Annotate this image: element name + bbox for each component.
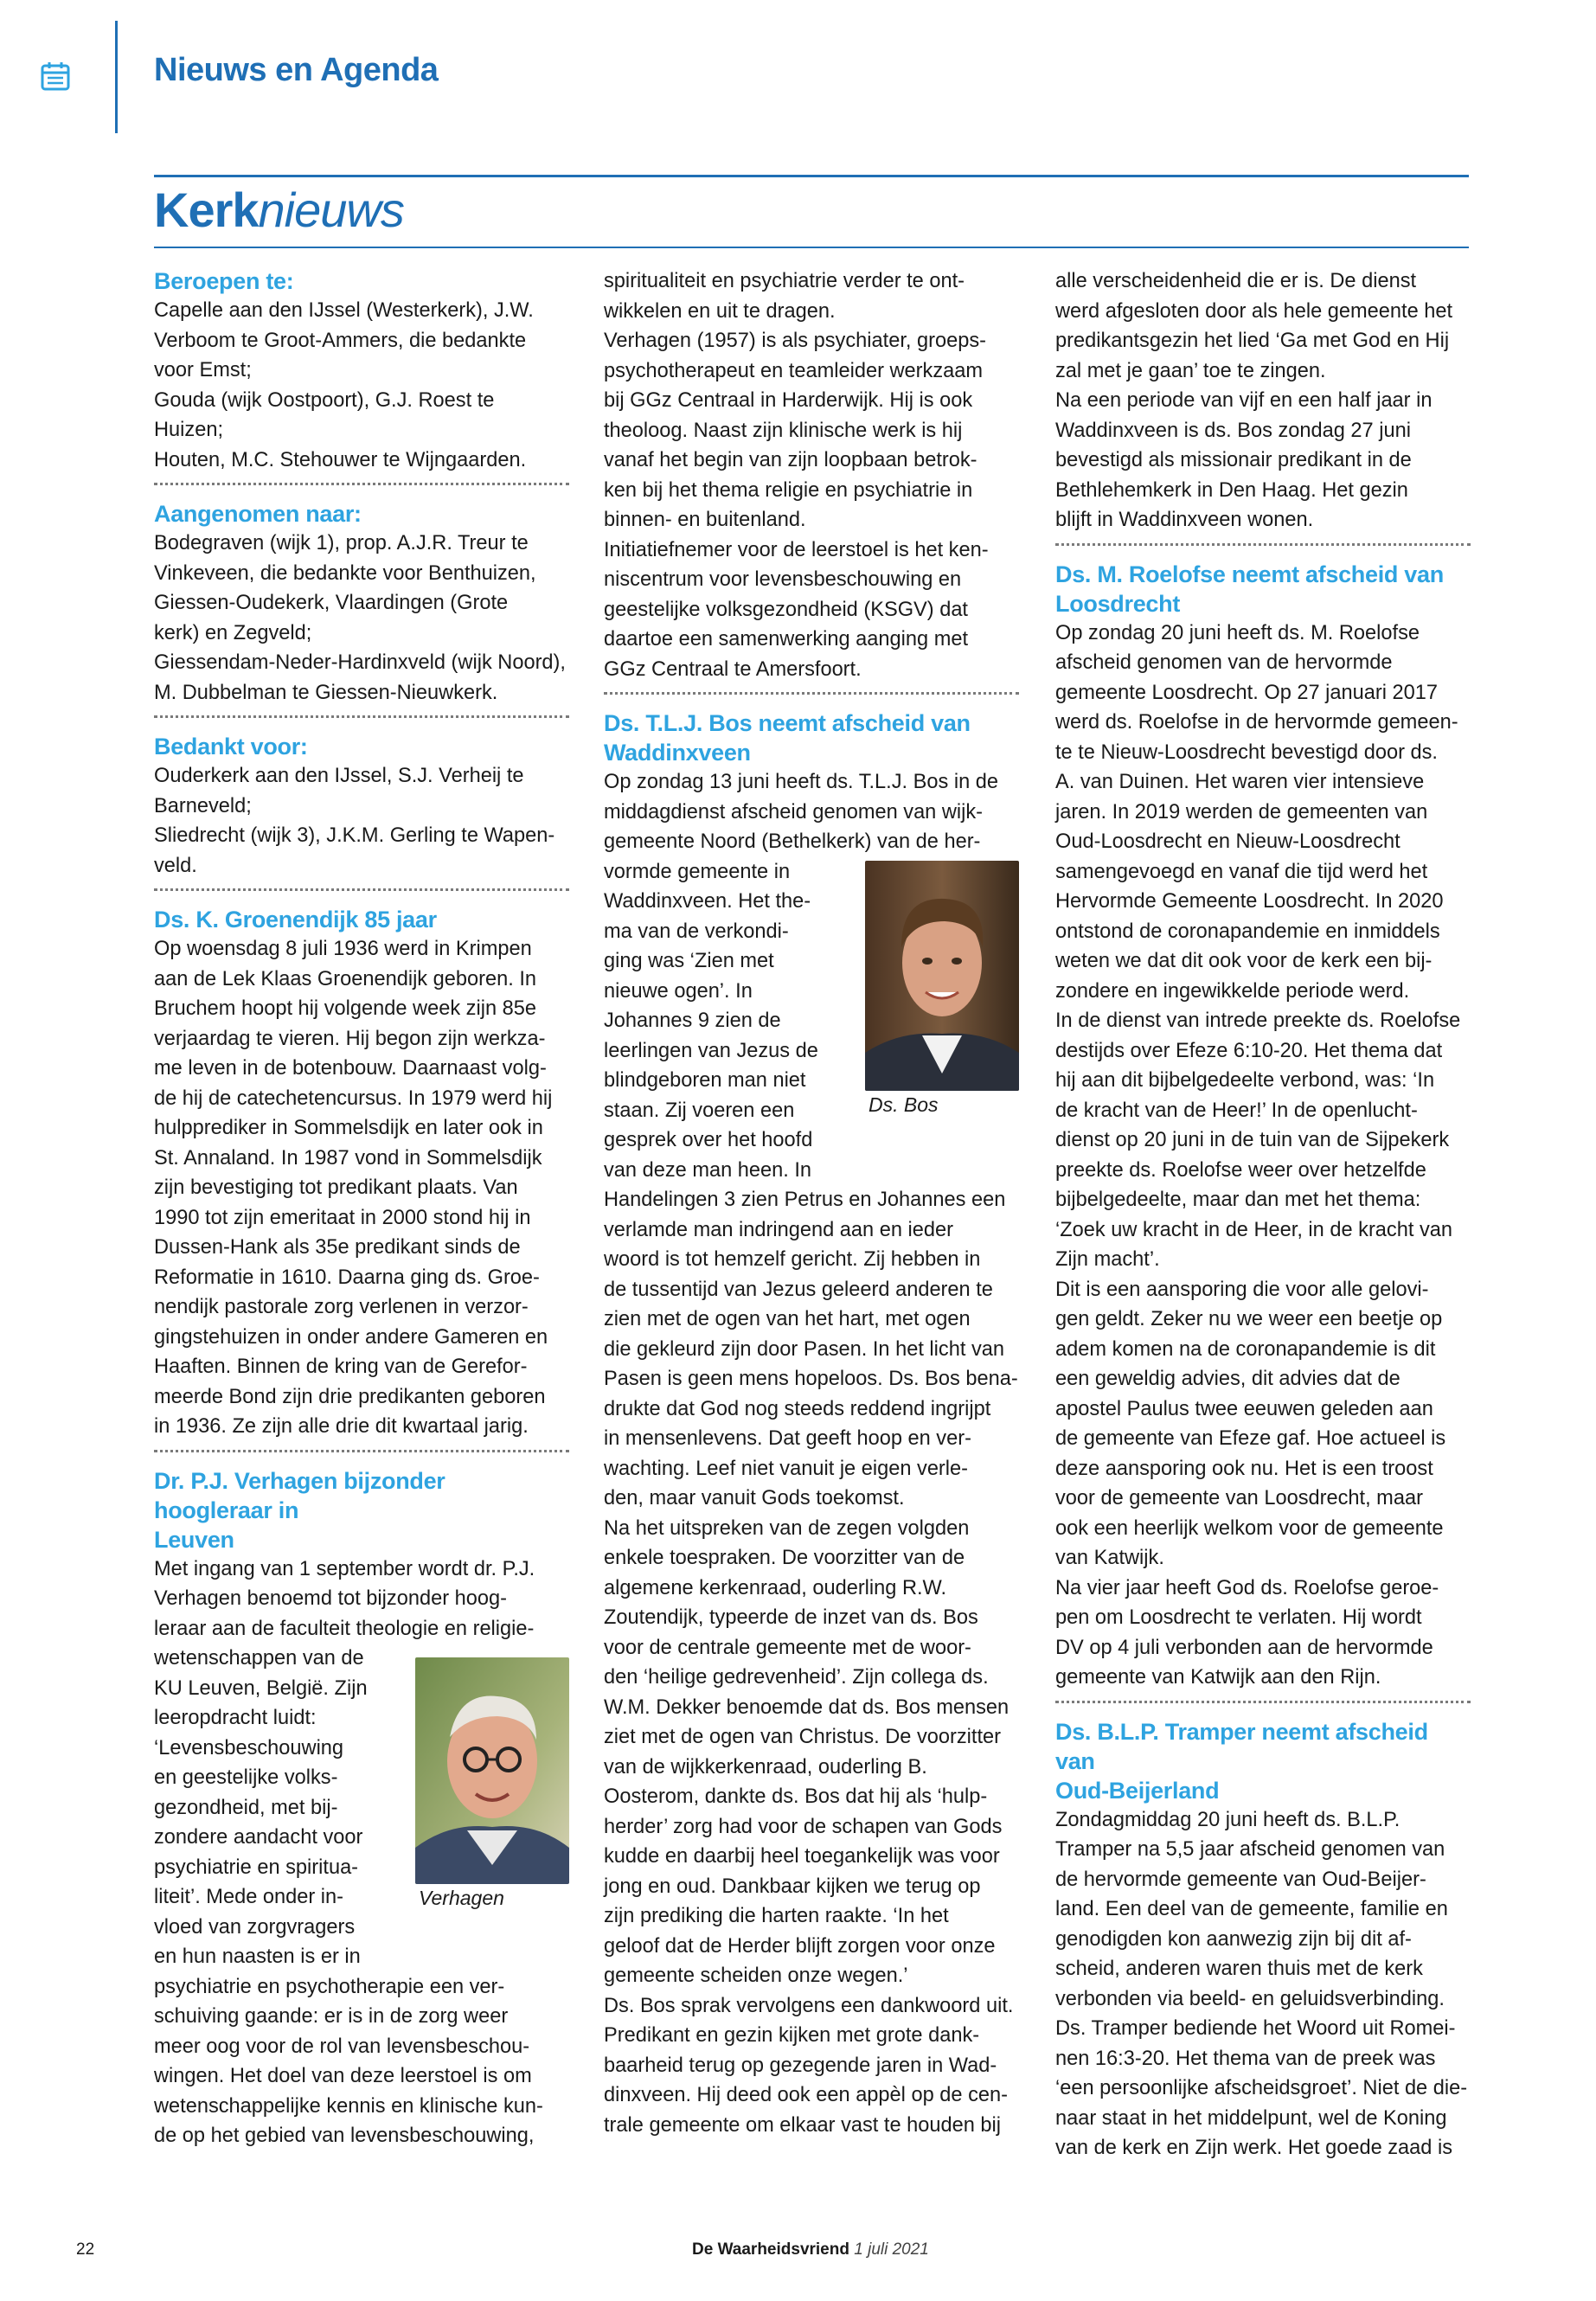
text-line: pen om Loosdrecht te verlaten. Hij wordt bbox=[1055, 1606, 1422, 1629]
verhagen-continued-body bbox=[604, 266, 1019, 684]
text-line: voor Emst; bbox=[154, 359, 252, 381]
aangenomen-body bbox=[154, 529, 569, 708]
text-line: voor de gemeente van Loosdrecht, maar bbox=[1055, 1487, 1423, 1509]
text-line: naar staat in het middelpunt, wel de Koning bbox=[1055, 2106, 1447, 2130]
text-line: veld. bbox=[154, 854, 197, 877]
text-line: Dussen-Hank als 35e predikant sinds de bbox=[154, 1236, 521, 1259]
text-line: W.M. Dekker benoemde dat ds. Bos mensen bbox=[604, 1695, 1010, 1719]
bedankt-body bbox=[154, 761, 569, 881]
text-line: zondere en ingewikkelde periode werd. bbox=[1055, 979, 1410, 1003]
divider bbox=[154, 483, 569, 485]
verhagen-heading bbox=[154, 1466, 569, 1554]
text-line: en geestelijke volks- bbox=[154, 1766, 338, 1789]
text-line: Gouda (wijk Oostpoort), G.J. Roest te bbox=[154, 388, 495, 412]
text-line: genodigden kon aanwezig zijn bij dit af- bbox=[1055, 1927, 1412, 1951]
text-line: meer oog voor de rol van levensbeschou- bbox=[154, 2035, 530, 2058]
tramper-body bbox=[1055, 1805, 1471, 2163]
text-line: bevestigd als missionair predikant in de bbox=[1055, 449, 1412, 471]
text-line: gingstehuizen in onder andere Gameren en bbox=[154, 1325, 548, 1349]
text-line: Giessen-Oudekerk, Vlaardingen (Grote bbox=[154, 592, 509, 614]
page-heading bbox=[154, 182, 404, 238]
text-line: Handelingen 3 zien Petrus en Johannes een bbox=[604, 1189, 1006, 1211]
verhagen-portrait-photo bbox=[415, 1657, 569, 1884]
divider bbox=[604, 692, 1019, 695]
text-line: herder’ zorg had voor de schapen van Gods bbox=[604, 1815, 1003, 1838]
text-line: Op woensdag 8 juli 1936 werd in Krimpen bbox=[154, 938, 532, 960]
text-line: ‘Zoek uw kracht in de Heer, in de kracht van bbox=[1055, 1218, 1452, 1241]
text-line: ook een heerlijk welkom voor de gemeente bbox=[1055, 1516, 1444, 1540]
text-line: verbonden via beeld- en geluidsverbinding. bbox=[1055, 1987, 1445, 2010]
text-line: apostel Paulus twee eeuwen geleden aan bbox=[1055, 1397, 1433, 1420]
text-line: ken bij het thema religie en psychiatrie in bbox=[604, 478, 973, 502]
text-line: ‘een persoonlijke afscheidsgroet’. Niet de die- bbox=[1055, 2077, 1468, 2099]
text-line: kudde en daarbij heel toegankelijk was voor bbox=[604, 1845, 1000, 1868]
text-line: ma van de verkondi- bbox=[604, 920, 789, 943]
text-line: woord is tot hemzelf gericht. Zij hebben in bbox=[604, 1248, 981, 1271]
text-line: zal met je gaan’ toe te zingen. bbox=[1055, 359, 1326, 382]
text-line: destijds over Efeze 6:10-20. Het thema dat bbox=[1055, 1039, 1443, 1062]
text-line: drukte dat God nog steeds reddend ingrijpt bbox=[604, 1397, 991, 1420]
text-line: van de wijkkerkenraad, ouderling B. bbox=[604, 1755, 927, 1779]
text-line: Na het uitspreken van de zegen volgden bbox=[604, 1516, 970, 1540]
text-line: Capelle aan den IJssel (Westerkerk), J.W. bbox=[154, 299, 534, 322]
text-line: gemeente Noord (Bethelkerk) van de her- bbox=[604, 830, 981, 853]
text-line: Bodegraven (wijk 1), prop. A.J.R. Treur te bbox=[154, 532, 529, 554]
text-line: weten we dat dit ook voor de kerk een bij- bbox=[1055, 950, 1433, 972]
issue-date: 1 juli 2021 bbox=[854, 2240, 929, 2259]
text-line: hulpprediker in Sommelsdijk en later ook in bbox=[154, 1117, 543, 1139]
text-line: vormde gemeente in bbox=[604, 860, 791, 883]
text-line: Predikant en gezin kijken met grote dank- bbox=[604, 2024, 980, 2047]
text-line: me leven in de botenbouw. Daarnaast volg- bbox=[154, 1057, 547, 1080]
text-line: Op zondag 13 juni heeft ds. T.L.J. Bos in de bbox=[604, 771, 999, 793]
text-line: gen geldt. Zeker nu we weer een beetje op bbox=[1055, 1308, 1443, 1330]
text-line: ontstond de coronapandemie en inmiddels bbox=[1055, 920, 1440, 943]
text-line: algemene kerkenraad, ouderling R.W. bbox=[604, 1576, 947, 1599]
text-line: niscentrum voor levensbeschouwing en bbox=[604, 568, 962, 591]
tramper-heading-line2: Oud-Beijerland bbox=[1055, 1777, 1220, 1804]
text-line: Bruchem hoopt hij volgende week zijn 85e bbox=[154, 997, 537, 1020]
text-line: Verhagen (1957) is als psychiater, groeps- bbox=[604, 330, 986, 352]
beroepen-body bbox=[154, 296, 569, 475]
text-line: trale gemeente om elkaar vast te houden bij bbox=[604, 2113, 1002, 2137]
text-line: enkele toespraken. De voorzitter van de bbox=[604, 1547, 965, 1569]
text-line: de hij de catechetencursus. In 1979 werd hij bbox=[154, 1086, 553, 1110]
text-line: te te Nieuw-Loosdrecht bevestigd door ds. bbox=[1055, 740, 1438, 764]
text-line: wikkelen en uit te dragen. bbox=[604, 299, 836, 323]
text-line: Na een periode van vijf en een half jaar in bbox=[1055, 389, 1433, 412]
text-line: staan. Zij voeren een bbox=[604, 1099, 795, 1122]
text-line: geloof dat de Herder blijft zorgen voor onze bbox=[604, 1934, 996, 1958]
divider bbox=[154, 715, 569, 718]
verhagen-photo-caption: Verhagen bbox=[419, 1887, 504, 1909]
text-line: bij GGz Centraal in Harderwijk. Hij is ook bbox=[604, 389, 973, 412]
text-line: Huizen; bbox=[154, 419, 223, 441]
text-line: ziet met de ogen van Christus. De voorzitter bbox=[604, 1726, 1001, 1748]
verhagen-body-intro bbox=[154, 1554, 569, 1644]
text-line: de tussentijd van Jezus geleerd anderen te bbox=[604, 1278, 993, 1301]
column-2 bbox=[604, 266, 1019, 2140]
text-line: Oud-Loosdrecht en Nieuw-Loosdrecht bbox=[1055, 830, 1401, 853]
text-line: Zondagmiddag 20 juni heeft ds. B.L.P. bbox=[1055, 1808, 1401, 1831]
text-line: Met ingang van 1 september wordt dr. P.J. bbox=[154, 1557, 535, 1580]
text-line: wingen. Het doel van deze leerstoel is om bbox=[154, 2065, 532, 2087]
text-line: daartoe een samenwerking aanging met bbox=[604, 628, 969, 651]
text-line: vloed van zorgvragers bbox=[154, 1915, 356, 1939]
text-line: jong en oud. Dankbaar kijken we terug op bbox=[604, 1875, 981, 1898]
divider bbox=[154, 1450, 569, 1452]
text-line: verjaardag te vieren. Hij begon zijn werkza- bbox=[154, 1027, 546, 1050]
text-line: hij aan dit bijbelgedeelte verbond, was: ‘In bbox=[1055, 1069, 1435, 1092]
text-line: deze aansporing ook nu. Het is een troost bbox=[1055, 1457, 1433, 1480]
text-line: voor de centrale gemeente met de woor- bbox=[604, 1636, 971, 1659]
text-line: nen 16:3-20. Het thema van de preek was bbox=[1055, 2047, 1436, 2070]
text-line: gezondheid, met bij- bbox=[154, 1796, 338, 1819]
text-line: Ds. Tramper bediende het Woord uit Romei- bbox=[1055, 2017, 1456, 2040]
text-line: theoloog. Naast zijn klinische werk is hij bbox=[604, 419, 963, 442]
text-line: ging was ‘Zien met bbox=[604, 950, 774, 972]
text-line: Dit is een aansporing die voor alle gelovi- bbox=[1055, 1278, 1429, 1301]
bos-heading-line1: Ds. T.L.J. Bos neemt afscheid van bbox=[604, 710, 971, 736]
text-line: blijft in Waddinxveen wonen. bbox=[1055, 509, 1314, 531]
text-line: nendijk pastorale zorg verlenen in verzor- bbox=[154, 1296, 529, 1318]
tramper-heading-line1: Ds. B.L.P. Tramper neemt afscheid van bbox=[1055, 1718, 1428, 1774]
text-line: zien met de ogen van het hart, met ogen bbox=[604, 1308, 971, 1330]
divider bbox=[1055, 543, 1471, 546]
text-line: Op zondag 20 juni heeft ds. M. Roelofse bbox=[1055, 621, 1420, 644]
text-line: psychiatrie en spiritua- bbox=[154, 1856, 359, 1879]
footer-magazine bbox=[692, 2240, 929, 2259]
text-line: jaren. In 2019 werden de gemeenten van bbox=[1055, 800, 1428, 824]
text-line: leeropdracht luidt: bbox=[154, 1707, 317, 1729]
divider bbox=[154, 888, 569, 891]
verhagen-heading-line2: Leuven bbox=[154, 1526, 234, 1553]
text-line: Initiatiefnemer voor de leerstoel is het ken- bbox=[604, 538, 989, 561]
text-line: zondere aandacht voor bbox=[154, 1826, 363, 1849]
text-line: Zijn macht’. bbox=[1055, 1248, 1160, 1271]
text-line: Waddinxveen. Het the- bbox=[604, 890, 811, 913]
text-line: Barneveld; bbox=[154, 794, 252, 817]
groenendijk-body bbox=[154, 934, 569, 1442]
text-line: psychiatrie en psychotherapie een ver- bbox=[154, 1975, 505, 1998]
text-line: Vinkeveen, die bedankte voor Benthuizen, bbox=[154, 561, 536, 585]
heading-rule-top bbox=[154, 175, 1469, 177]
divider bbox=[1055, 1701, 1471, 1703]
roelofse-heading-line2: Loosdrecht bbox=[1055, 590, 1181, 617]
text-line: dienst op 20 juni in de tuin van de Sijpekerk bbox=[1055, 1129, 1450, 1151]
text-line: Ouderkerk aan den IJssel, S.J. Verheij te bbox=[154, 765, 524, 787]
text-line: Hervormde Gemeente Loosdrecht. In 2020 bbox=[1055, 890, 1444, 913]
bos-photo-figure bbox=[865, 861, 1019, 1118]
bos-body-after bbox=[604, 1156, 1019, 2141]
text-line: adem komen na de coronapandemie is dit bbox=[1055, 1337, 1436, 1361]
text-line: meerde Bond zijn drie predikanten geboren bbox=[154, 1385, 546, 1408]
groenendijk-heading: Ds. K. Groenendijk 85 jaar bbox=[154, 907, 437, 933]
text-line: geestelijke volksgezondheid (KSGV) dat bbox=[604, 598, 968, 621]
text-line: de hervormde gemeente van Oud-Beijer- bbox=[1055, 1868, 1426, 1891]
text-line: spiritualiteit en psychiatrie verder te ont- bbox=[604, 270, 965, 292]
text-line: van deze man heen. In bbox=[604, 1158, 812, 1182]
text-line: nieuwe ogen’. In bbox=[604, 979, 753, 1003]
verhagen-wrap-block bbox=[154, 1644, 569, 1972]
text-line: zijn bevestiging tot predikant plaats. Van bbox=[154, 1176, 518, 1199]
text-line: gesprek over het hoofd bbox=[604, 1129, 813, 1151]
text-line: werd ds. Roelofse in de hervormde gemeen- bbox=[1055, 711, 1458, 734]
text-line: Giessendam-Neder-Hardinxveld (wijk Noord), bbox=[154, 651, 566, 674]
text-line: In de dienst van intrede preekte ds. Roelofse bbox=[1055, 1009, 1461, 1032]
text-line: Verhagen benoemd tot bijzonder hoog- bbox=[154, 1587, 507, 1610]
text-line: verlamde man indringend aan en ieder bbox=[604, 1218, 953, 1241]
text-line: die gekleurd zijn door Pasen. In het licht van bbox=[604, 1337, 1004, 1361]
verhagen-photo-figure bbox=[415, 1657, 569, 1912]
roelofse-body bbox=[1055, 619, 1471, 1693]
text-line: Ds. Bos sprak vervolgens een dankwoord uit. bbox=[604, 1994, 1014, 2017]
text-line: gemeente Loosdrecht. Op 27 januari 2017 bbox=[1055, 681, 1439, 704]
heading-rule-bottom bbox=[154, 247, 1469, 248]
column-3 bbox=[1055, 266, 1471, 2163]
text-line: Reformatie in 1610. Daarna ging ds. Groe- bbox=[154, 1266, 540, 1289]
text-line: baarheid terug op gezegende jaren in Wad- bbox=[604, 2054, 997, 2077]
text-line: M. Dubbelman te Giessen-Nieuwkerk. bbox=[154, 681, 498, 704]
beroepen-heading: Beroepen te: bbox=[154, 268, 294, 294]
bos-continued-body bbox=[1055, 266, 1471, 535]
verhagen-body-after bbox=[154, 1972, 569, 2151]
text-line: Houten, M.C. Stehouwer te Wijngaarden. bbox=[154, 448, 527, 471]
text-line: 1990 tot zijn emeritaat in 2000 stond hij in bbox=[154, 1206, 531, 1229]
text-line: preekte ds. Roelofse weer over hetzelfde bbox=[1055, 1158, 1426, 1182]
text-line: blindgeboren man niet bbox=[604, 1069, 806, 1092]
text-line: Verboom te Groot-Ammers, die bedankte bbox=[154, 329, 527, 352]
text-line: in mensenlevens. Dat geeft hoop en ver- bbox=[604, 1427, 971, 1450]
text-line: predikantsgezin het lied ‘Ga met God en Hij bbox=[1055, 330, 1450, 352]
text-line: liteit’. Mede onder in- bbox=[154, 1886, 344, 1908]
text-line: scheid, anderen waren thuis met de kerk bbox=[1055, 1958, 1423, 1980]
text-line: Pasen is geen mens hopeloos. Ds. Bos bena- bbox=[604, 1368, 1018, 1390]
text-line: zijn prediking die harten raakte. ‘In het bbox=[604, 1905, 949, 1927]
magazine-name: De Waarheidsvriend bbox=[692, 2240, 849, 2259]
calendar-icon bbox=[40, 61, 71, 92]
bos-heading-line2: Waddinxveen bbox=[604, 740, 751, 766]
text-line: Waddinxveen is ds. Bos zondag 27 juni bbox=[1055, 419, 1411, 442]
text-line: ‘Levensbeschouwing bbox=[154, 1736, 344, 1759]
text-line: psychotherapeut en teamleider werkzaam bbox=[604, 359, 984, 382]
header-divider bbox=[115, 21, 118, 133]
roelofse-heading bbox=[1055, 560, 1471, 619]
roelofse-heading-line1: Ds. M. Roelofse neemt afscheid van bbox=[1055, 561, 1444, 587]
text-line: wetenschappelijke kennis en klinische kun- bbox=[154, 2094, 543, 2118]
text-line: de gemeente van Efeze gaf. Hoe actueel is bbox=[1055, 1427, 1446, 1450]
section-title: Nieuws en Agenda bbox=[154, 52, 439, 88]
text-line: van de kerk en Zijn werk. Het goede zaad is bbox=[1055, 2137, 1453, 2159]
text-line: gemeente scheiden onze wegen.’ bbox=[604, 1965, 908, 1987]
text-line: schuiving gaande: er is in de zorg weer bbox=[154, 2005, 509, 2028]
text-line: van Katwijk. bbox=[1055, 1547, 1164, 1569]
bos-wrap-block bbox=[604, 887, 1019, 1156]
text-line: Oosterom, dankte ds. Bos dat hij als ‘hulp- bbox=[604, 1785, 988, 1808]
text-line: Tramper na 5,5 jaar afscheid genomen van bbox=[1055, 1838, 1445, 1861]
bos-photo-caption: Ds. Bos bbox=[869, 1093, 939, 1116]
bos-portrait-photo bbox=[865, 861, 1019, 1091]
text-line: land. Een deel van de gemeente, familie en bbox=[1055, 1898, 1448, 1920]
text-line: leraar aan de faculteit theologie en religie- bbox=[154, 1617, 535, 1640]
text-line: binnen- en buitenland. bbox=[604, 509, 806, 531]
text-line: KU Leuven, België. Zijn bbox=[154, 1676, 368, 1700]
text-line: St. Annaland. In 1987 vond in Sommelsdijk bbox=[154, 1146, 542, 1170]
text-line: bijbelgedeelte, maar dan met het thema: bbox=[1055, 1189, 1421, 1211]
text-line: GGz Centraal te Amersfoort. bbox=[604, 657, 862, 681]
text-line: Bethlehemkerk in Den Haag. Het gezin bbox=[1055, 478, 1408, 502]
text-line: gemeente van Katwijk aan den Rijn. bbox=[1055, 1666, 1381, 1689]
heading-italic: nieuws bbox=[258, 183, 404, 237]
verhagen-heading-line1: Dr. P.J. Verhagen bijzonder hoogleraar in bbox=[154, 1467, 445, 1523]
text-line: dinxveen. Hij deed ook een appèl op de cen- bbox=[604, 2084, 1008, 2106]
text-line: Zoutendijk, typeerde de inzet van ds. Bos bbox=[604, 1606, 978, 1629]
text-line: vanaf het begin van zijn loopbaan betrok- bbox=[604, 449, 977, 471]
text-line: een geweldig advies, dit advies dat de bbox=[1055, 1368, 1401, 1390]
text-line: de op het gebied van levensbeschouwing, bbox=[154, 2125, 535, 2147]
text-line: DV op 4 juli verbonden aan de hervormde bbox=[1055, 1636, 1433, 1659]
text-line: aan de Lek Klaas Groenendijk geboren. In bbox=[154, 967, 537, 990]
text-line: wetenschappen van de bbox=[154, 1647, 364, 1670]
text-line: de kracht van de Heer!’ In de openlucht- bbox=[1055, 1099, 1418, 1122]
bos-heading bbox=[604, 708, 1019, 767]
text-line: middagdienst afscheid genomen van wijk- bbox=[604, 800, 984, 824]
text-line: Sliedrecht (wijk 3), J.K.M. Gerling te Wapen- bbox=[154, 824, 555, 847]
text-line: en hun naasten is er in bbox=[154, 1945, 361, 1968]
heading-bold: Kerk bbox=[154, 183, 259, 237]
text-line: leerlingen van Jezus de bbox=[604, 1039, 818, 1062]
text-line: in 1936. Ze zijn alle drie dit kwartaal jarig. bbox=[154, 1415, 529, 1438]
text-line: kerk) en Zegveld; bbox=[154, 621, 312, 644]
aangenomen-heading: Aangenomen naar: bbox=[154, 501, 362, 527]
tramper-heading bbox=[1055, 1717, 1471, 1805]
page-number: 22 bbox=[76, 2240, 95, 2259]
text-line: A. van Duinen. Het waren vier intensieve bbox=[1055, 771, 1425, 793]
text-line: werd afgesloten door als hele gemeente het bbox=[1055, 299, 1453, 323]
text-line: den ‘heilige gedrevenheid’. Zijn collega ds. bbox=[604, 1666, 989, 1689]
text-line: Haaften. Binnen de kring van de Gerefor- bbox=[154, 1356, 528, 1378]
text-line: den, maar vanuit Gods toekomst. bbox=[604, 1487, 905, 1509]
text-line: Na vier jaar heeft God ds. Roelofse geroe- bbox=[1055, 1576, 1439, 1599]
column-1 bbox=[154, 266, 569, 2151]
text-line: samengevoegd en vanaf die tijd werd het bbox=[1055, 860, 1428, 883]
text-line: Johannes 9 zien de bbox=[604, 1009, 781, 1032]
text-line: wachting. Leef niet vanuit je eigen verle- bbox=[604, 1457, 969, 1480]
bedankt-heading: Bedankt voor: bbox=[154, 734, 308, 760]
text-line: afscheid genomen van de hervormde bbox=[1055, 651, 1393, 674]
text-line: alle verscheidenheid die er is. De dienst bbox=[1055, 270, 1417, 292]
